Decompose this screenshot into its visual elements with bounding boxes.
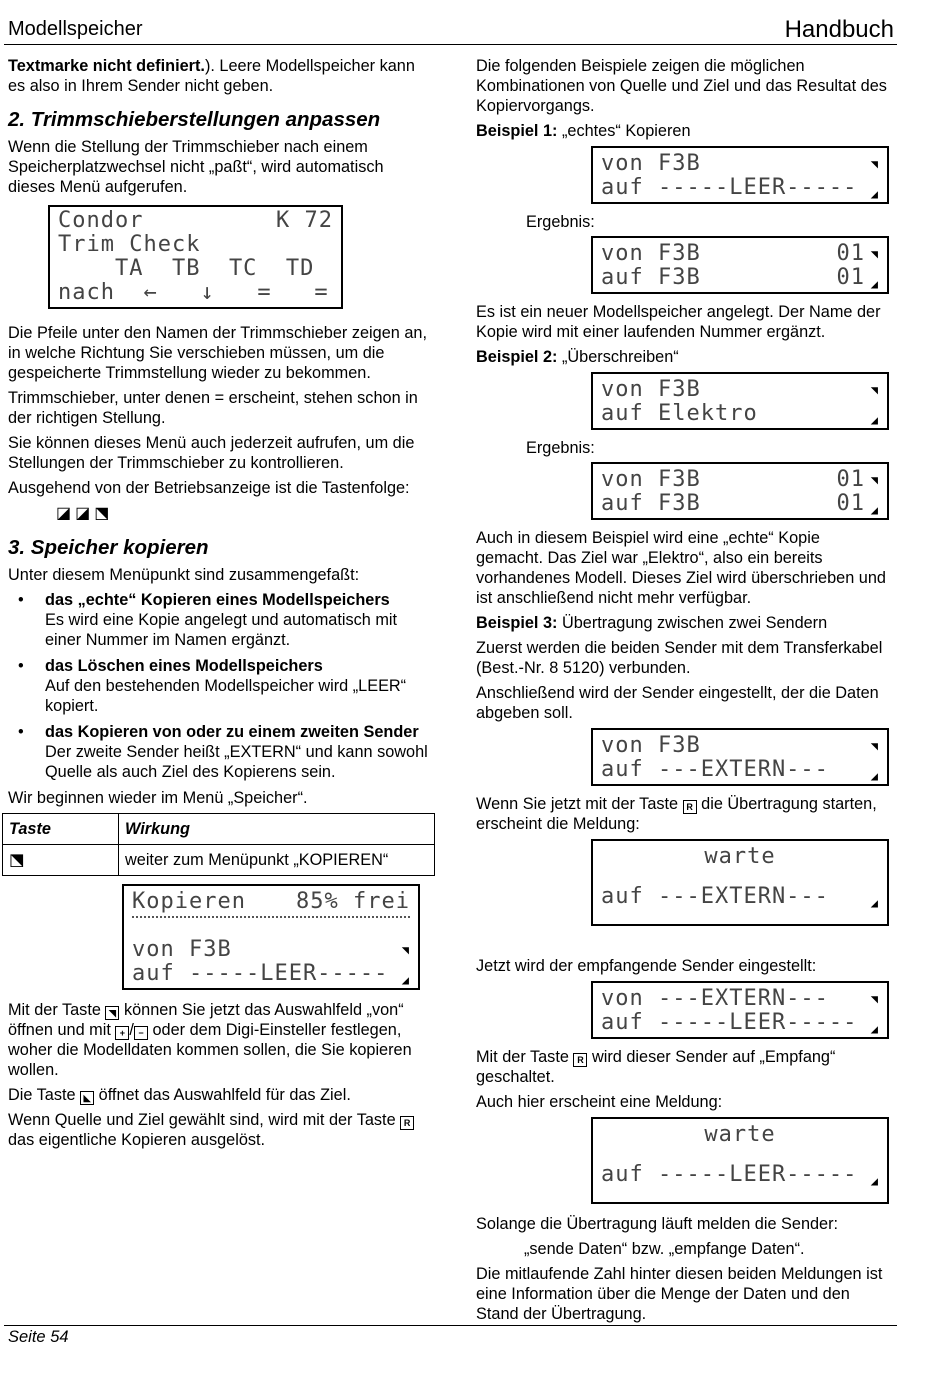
list-item-title: das Kopieren von oder zu einem zweiten Sender	[45, 723, 419, 741]
right-paragraph-5: Anschließend wird der Sender eingestellt, der die Daten abgeben soll.	[476, 684, 879, 722]
right-paragraph-11: „sende Daten“ bzw. „empfange Daten“.	[524, 1240, 805, 1258]
lcd-line: von ---EXTERN---	[601, 986, 829, 1011]
key-sequence-icons: ◪◪⬔	[56, 505, 114, 522]
right-paragraph-8: Mit der Taste R wird dieser Sender auf „Empfang“ geschaltet.	[476, 1048, 836, 1086]
right-paragraph-4: Zuerst werden die beiden Sender mit dem Transferkabel (Best.-Nr. 8 5120) verbunden.	[476, 639, 883, 677]
right-paragraph-1: Die folgenden Beispiele zeigen die möglichen Kombinationen von Quelle und Ziel und das Resultat des Kopiervorgangs.	[476, 57, 887, 115]
result-label: Ergebnis:	[526, 439, 595, 457]
lcd-line: TA TB TC TD	[58, 256, 315, 281]
r-key-icon: R	[573, 1053, 587, 1067]
list-item: • das Kopieren von oder zu einem zweiten Sender Der zweite Sender heißt „EXTERN“ und kann sowohl Quelle als auch Ziel des Kopierens sein.	[18, 723, 428, 781]
lcd-line: von F3B	[601, 377, 701, 402]
lcd-line-right: 01	[836, 265, 865, 290]
receive-setup-display: von ---EXTERN--- ◥ auf -----LEER----- ◢	[591, 981, 889, 1039]
r-key-icon: R	[683, 800, 697, 814]
table-cell-effect: weiter zum Menüpunkt „KOPIEREN“	[119, 845, 435, 876]
right-column	[476, 56, 891, 1329]
page-number: Seite 54	[8, 1328, 69, 1346]
lcd-line: auf -----LEER-----	[132, 961, 389, 986]
lcd-line: von F3B	[601, 467, 701, 492]
lcd-line: auf -----LEER-----	[601, 175, 858, 200]
s3-paragraph-3: Mit der Taste ◥ können Sie jetzt das Auswahlfeld „von“ öffnen und mit + / − oder dem Digi-Einsteller festlegen, woher die Modelldaten kommen sollen, die Sie kopieren wollen.	[8, 1001, 412, 1079]
lcd-line: warte	[704, 1122, 776, 1147]
lcd-line: von F3B	[132, 937, 232, 962]
lcd-line-right: K 72	[276, 208, 333, 233]
lcd-line-right: 85% frei	[296, 889, 410, 914]
lcd-line: von F3B	[601, 241, 701, 266]
copy-menu-display: Kopieren 85% frei von F3B ◥ auf -----LEER----- ◢	[122, 884, 420, 990]
list-item-text: Es wird eine Kopie angelegt und automatisch mit einer Nummer im Namen ergänzt.	[45, 611, 398, 649]
s3-paragraph-2: Wir beginnen wieder im Menü „Speicher“.	[8, 789, 308, 807]
down-left-key-icon: ◣	[80, 1091, 94, 1105]
example-2-source-display: von F3B ◥ auf Elektro ◢	[591, 372, 889, 430]
list-item: • das „echte“ Kopieren eines Modellspeichers Es wird eine Kopie angelegt und automatisch mit einer Nummer im Namen ergänzt.	[18, 591, 398, 649]
lcd-line: auf -----LEER-----	[601, 1010, 858, 1035]
lcd-line: Trim Check	[58, 232, 201, 257]
lcd-line-right: 01	[836, 241, 865, 266]
list-item-text: Auf den bestehenden Modellspeicher wird „LEER“ kopiert.	[45, 677, 407, 715]
down-right-key-icon: ⬔	[3, 845, 119, 876]
trim-check-display	[48, 205, 343, 309]
table-header-effect: Wirkung	[119, 814, 435, 845]
right-paragraph-2: Es ist ein neuer Modellspeicher angelegt. Der Name der Kopie wird mit einer laufenden Nummer ergänzt.	[476, 303, 881, 341]
lcd-line-right: 01	[836, 467, 865, 492]
lcd-line: Kopieren	[132, 889, 246, 914]
s2-paragraph-5: Ausgehend von der Betriebsanzeige ist die Tastenfolge:	[8, 479, 410, 497]
right-paragraph-7: Jetzt wird der empfangende Sender eingestellt:	[476, 957, 817, 975]
intro-bold: Textmarke nicht definiert.	[8, 57, 205, 75]
header-rule	[4, 44, 897, 45]
lcd-line: von F3B	[601, 733, 701, 758]
table-row	[3, 845, 435, 876]
lcd-line: von F3B	[601, 151, 701, 176]
footer-rule	[4, 1325, 897, 1326]
right-paragraph-6: Wenn Sie jetzt mit der Taste R die Übertragung starten, erscheint die Meldung:	[476, 795, 877, 833]
s3-paragraph-5: Wenn Quelle und Ziel gewählt sind, wird mit der Taste R das eigentliche Kopieren ausgelöst.	[8, 1110, 430, 1150]
lcd-line: auf ---EXTERN---	[601, 884, 829, 909]
right-paragraph-9: Auch hier erscheint eine Meldung:	[476, 1093, 723, 1111]
example-1-source-display: von F3B ◥ auf -----LEER----- ◢	[591, 146, 889, 204]
plus-key-icon: +	[115, 1026, 129, 1040]
r-key-icon: R	[400, 1116, 414, 1130]
example-2-result-display: von F3B 01 ◥ auf F3B 01 ◢	[591, 462, 889, 520]
s3-paragraph-4: Die Taste ◣ öffnet das Auswahlfeld für das Ziel.	[8, 1086, 351, 1104]
lcd-line: auf F3B	[601, 491, 701, 516]
lcd-line: auf F3B	[601, 265, 701, 290]
send-wait-display: warte auf ---EXTERN--- ◢	[591, 839, 889, 926]
s2-paragraph-4: Sie können dieses Menü auch jederzeit aufrufen, um die Stellungen der Trimmschieber zu kontrollieren.	[8, 434, 415, 472]
feature-list	[8, 590, 430, 782]
lcd-line: Condor	[58, 208, 144, 233]
lcd-line: nach ← ↓ = =	[58, 280, 329, 305]
lcd-line-right: 01	[836, 491, 865, 516]
list-item-title: das „echte“ Kopieren eines Modellspeichers	[45, 591, 390, 609]
lcd-line: warte	[704, 844, 776, 869]
section-2-title: 2. Trimmschieberstellungen anpassen	[8, 108, 381, 131]
down-right-key-icon: ◥	[105, 1006, 119, 1020]
header-section-title: Modellspeicher	[8, 18, 143, 40]
lcd-line: auf Elektro	[601, 401, 758, 426]
intro-rest: ). Leere Modellspeicher kann es also in Ihrem Sender nicht geben.	[8, 57, 415, 95]
left-column	[8, 56, 430, 1155]
s2-paragraph-3: Trimmschieber, unter denen = erscheint, stehen schon in der richtigen Stellung.	[8, 389, 418, 427]
result-label: Ergebnis:	[526, 213, 595, 231]
example-1-result-display: von F3B 01 ◥ auf F3B 01 ◢	[591, 236, 889, 294]
receive-wait-display: warte auf -----LEER----- ◢	[591, 1117, 889, 1204]
key-effect-table	[2, 813, 435, 876]
header-manual-title: Handbuch	[784, 16, 894, 43]
right-paragraph-12: Die mitlaufende Zahl hinter diesen beiden Meldungen ist eine Information über die Menge der Daten und den Stand der Übertragung.	[476, 1265, 883, 1323]
right-paragraph-10: Solange die Übertragung läuft melden die Sender:	[476, 1215, 839, 1233]
section-3-title: 3. Speicher kopieren	[8, 536, 209, 559]
s2-paragraph-1: Wenn die Stellung der Trimmschieber nach einem Speicherplatzwechsel nicht „paßt“, wird automatisch dieses Menü aufgerufen.	[8, 138, 384, 196]
example-2-heading: Beispiel 2: „Überschreiben“	[476, 348, 679, 366]
example-3-heading: Beispiel 3: Übertragung zwischen zwei Sendern	[476, 614, 828, 632]
s2-paragraph-2: Die Pfeile unter den Namen der Trimmschieber zeigen an, in welche Richtung Sie verschieben müssen, um die gespeicherte Trimmstellung wieder zu bekommen.	[8, 324, 427, 382]
list-item: • das Löschen eines Modellspeichers Auf den bestehenden Modellspeicher wird „LEER“ kopiert.	[18, 657, 407, 715]
intro-paragraph	[8, 56, 430, 96]
list-item-title: das Löschen eines Modellspeichers	[45, 657, 323, 675]
example-3-source-display: von F3B ◥ auf ---EXTERN--- ◢	[591, 728, 889, 786]
lcd-divider	[132, 916, 410, 918]
table-header-key: Taste	[3, 814, 119, 845]
lcd-line: auf -----LEER-----	[601, 1162, 858, 1187]
right-paragraph-3: Auch in diesem Beispiel wird eine „echte“ Kopie gemacht. Das Ziel war „Elektro“, also ein bereits vorhandenes Modell. Dieses Ziel wird überschrieben und ist anschließend nicht mehr verfügbar.	[476, 529, 886, 607]
lcd-line: auf ---EXTERN---	[601, 757, 829, 782]
example-1-heading: Beispiel 1: „echtes“ Kopieren	[476, 122, 691, 140]
list-item-text: Der zweite Sender heißt „EXTERN“ und kann sowohl Quelle als auch Ziel des Kopierens sein.	[45, 743, 428, 781]
s3-paragraph-1: Unter diesem Menüpunkt sind zusammengefaßt:	[8, 566, 360, 584]
minus-key-icon: −	[134, 1026, 148, 1040]
